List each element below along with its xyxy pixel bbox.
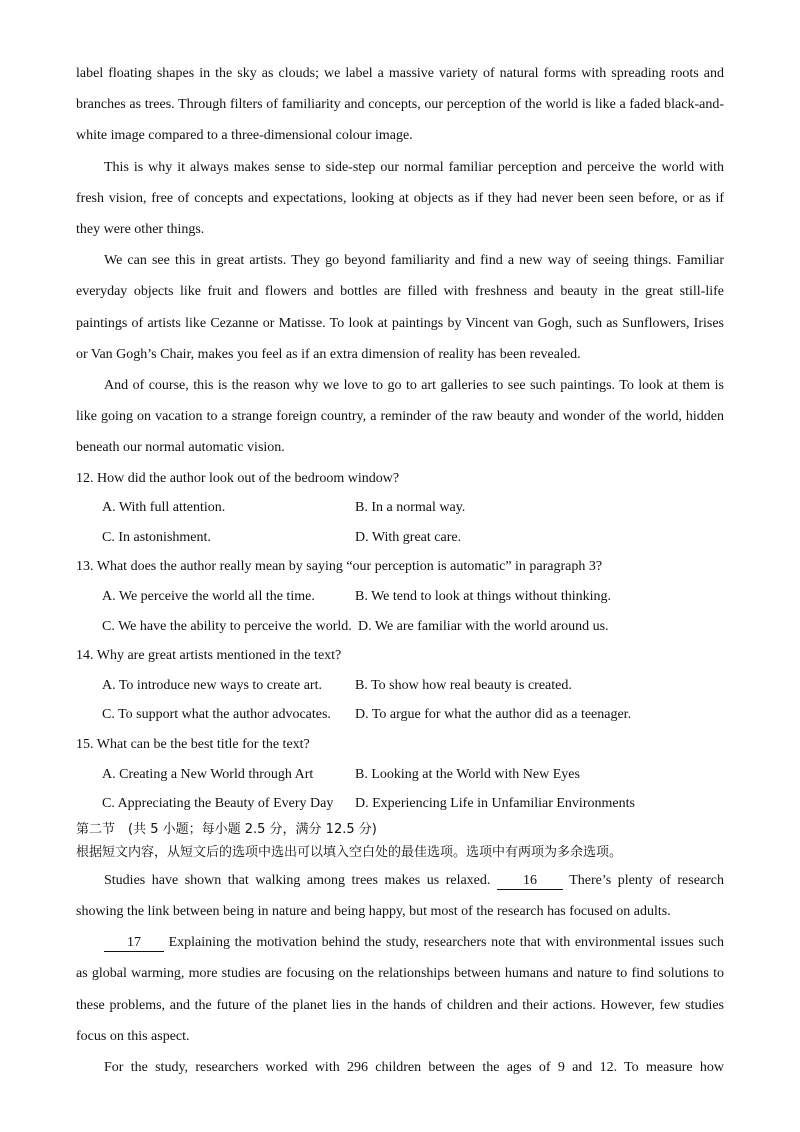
option-a[interactable]: A. With full attention. xyxy=(102,500,226,516)
option-row xyxy=(76,612,724,642)
passage2-paragraph-1 xyxy=(76,865,724,927)
option-row xyxy=(76,789,724,819)
question-stem: 14. Why are great artists mentioned in the text? xyxy=(76,648,342,664)
option-d[interactable]: D. With great care. xyxy=(355,529,462,545)
question-15 xyxy=(76,730,724,819)
option-row xyxy=(76,582,724,612)
option-a[interactable]: A. To introduce new ways to create art. xyxy=(102,677,322,693)
passage2-paragraph-3: For the study, researchers worked with 296 children between the ages of 9 and 12. To measure how xyxy=(104,1059,724,1075)
option-row xyxy=(76,671,724,701)
passage2-text: There’s plenty of research showing the link between being in nature and being happy, but most of the research has focused on adults. xyxy=(76,872,725,919)
passage-paragraph-4: And of course, this is the reason why we love to go to art galleries to see such paintings. To look at them is like going on vacation to a strange foreign country, a reminder of the raw beauty and wonder of the world, hidden beneath our normal automatic vision. xyxy=(76,378,724,456)
question-14 xyxy=(76,641,724,730)
option-c[interactable]: C. To support what the author advocates. xyxy=(102,707,331,723)
passage-paragraph-1: label floating shapes in the sky as clouds; we label a massive variety of natural forms with spreading roots and branches as trees. Through filters of familiarity and concepts, our perception of the world is like a faded black-and-white image compared to a three-dimensional colour image. xyxy=(76,66,724,144)
passage2-text: Studies have shown that walking among trees makes us relaxed. xyxy=(104,872,491,888)
option-b[interactable]: B. Looking at the World with New Eyes xyxy=(355,766,580,782)
passage-paragraph-3: We can see this in great artists. They go beyond familiarity and find a new way of seeing things. Familiar everyday objects like fruit and flowers and bottles are filled with freshness and beauty in the great still-life paintings of artists like Cezanne or Matisse. To look at paintings by Vincent van Gogh, such as Sunflowers, Irises or Van Gogh’s Chair, makes you feel as if an extra dimension of reality has been revealed. xyxy=(76,253,724,362)
option-b[interactable]: B. We tend to look at things without thinking. xyxy=(355,589,612,605)
option-c[interactable]: C. In astonishment. xyxy=(102,529,211,545)
blank-16[interactable]: 16 xyxy=(497,873,563,890)
option-row xyxy=(76,523,724,553)
option-row xyxy=(76,700,724,730)
option-b[interactable]: B. In a normal way. xyxy=(355,500,466,516)
blank-17[interactable]: 17 xyxy=(104,935,164,952)
passage-paragraph-2: This is why it always makes sense to side-step our normal familiar perception and perceive the world with fresh vision, free of concepts and expectations, looking at objects as if they had never been seen before, or as if they were other things. xyxy=(76,159,724,238)
section-2-heading: 第二节 (共 5 小题；每小题 2.5 分，满分 12.5 分) xyxy=(76,821,377,837)
question-stem: 12. How did the author look out of the bedroom window? xyxy=(76,470,400,486)
question-12 xyxy=(76,464,724,553)
option-d[interactable]: D. We are familiar with the world around us. xyxy=(358,618,609,634)
option-b[interactable]: B. To show how real beauty is created. xyxy=(355,677,572,693)
option-a[interactable]: A. We perceive the world all the time. xyxy=(102,589,315,605)
question-13 xyxy=(76,552,724,641)
exam-page xyxy=(76,58,724,1083)
option-row xyxy=(76,493,724,523)
option-a[interactable]: A. Creating a New World through Art xyxy=(102,766,314,782)
question-stem: 13. What does the author really mean by saying “our perception is automatic” in paragraph 3? xyxy=(76,559,603,575)
question-stem: 15. What can be the best title for the text? xyxy=(76,736,310,752)
option-c[interactable]: C. We have the ability to perceive the world. xyxy=(102,618,352,634)
passage2-paragraph-2 xyxy=(76,927,724,1052)
section-2-instruction: 根据短文内容，从短文后的选项中选出可以填入空白处的最佳选项。选项中有两项为多余选项。 xyxy=(76,844,623,860)
option-d[interactable]: D. To argue for what the author did as a teenager. xyxy=(355,707,632,723)
option-d[interactable]: D. Experiencing Life in Unfamiliar Environments xyxy=(355,796,635,812)
passage2-text: Explaining the motivation behind the study, researchers note that with environmental issues such as global warming, more studies are focusing on the relationships between humans and nature to find solutions to these problems, and the future of the planet lies in the hands of children and their actions. However, few studies focus on this aspect. xyxy=(76,935,725,1044)
option-c[interactable]: C. Appreciating the Beauty of Every Day xyxy=(102,796,334,812)
option-row xyxy=(76,760,724,790)
